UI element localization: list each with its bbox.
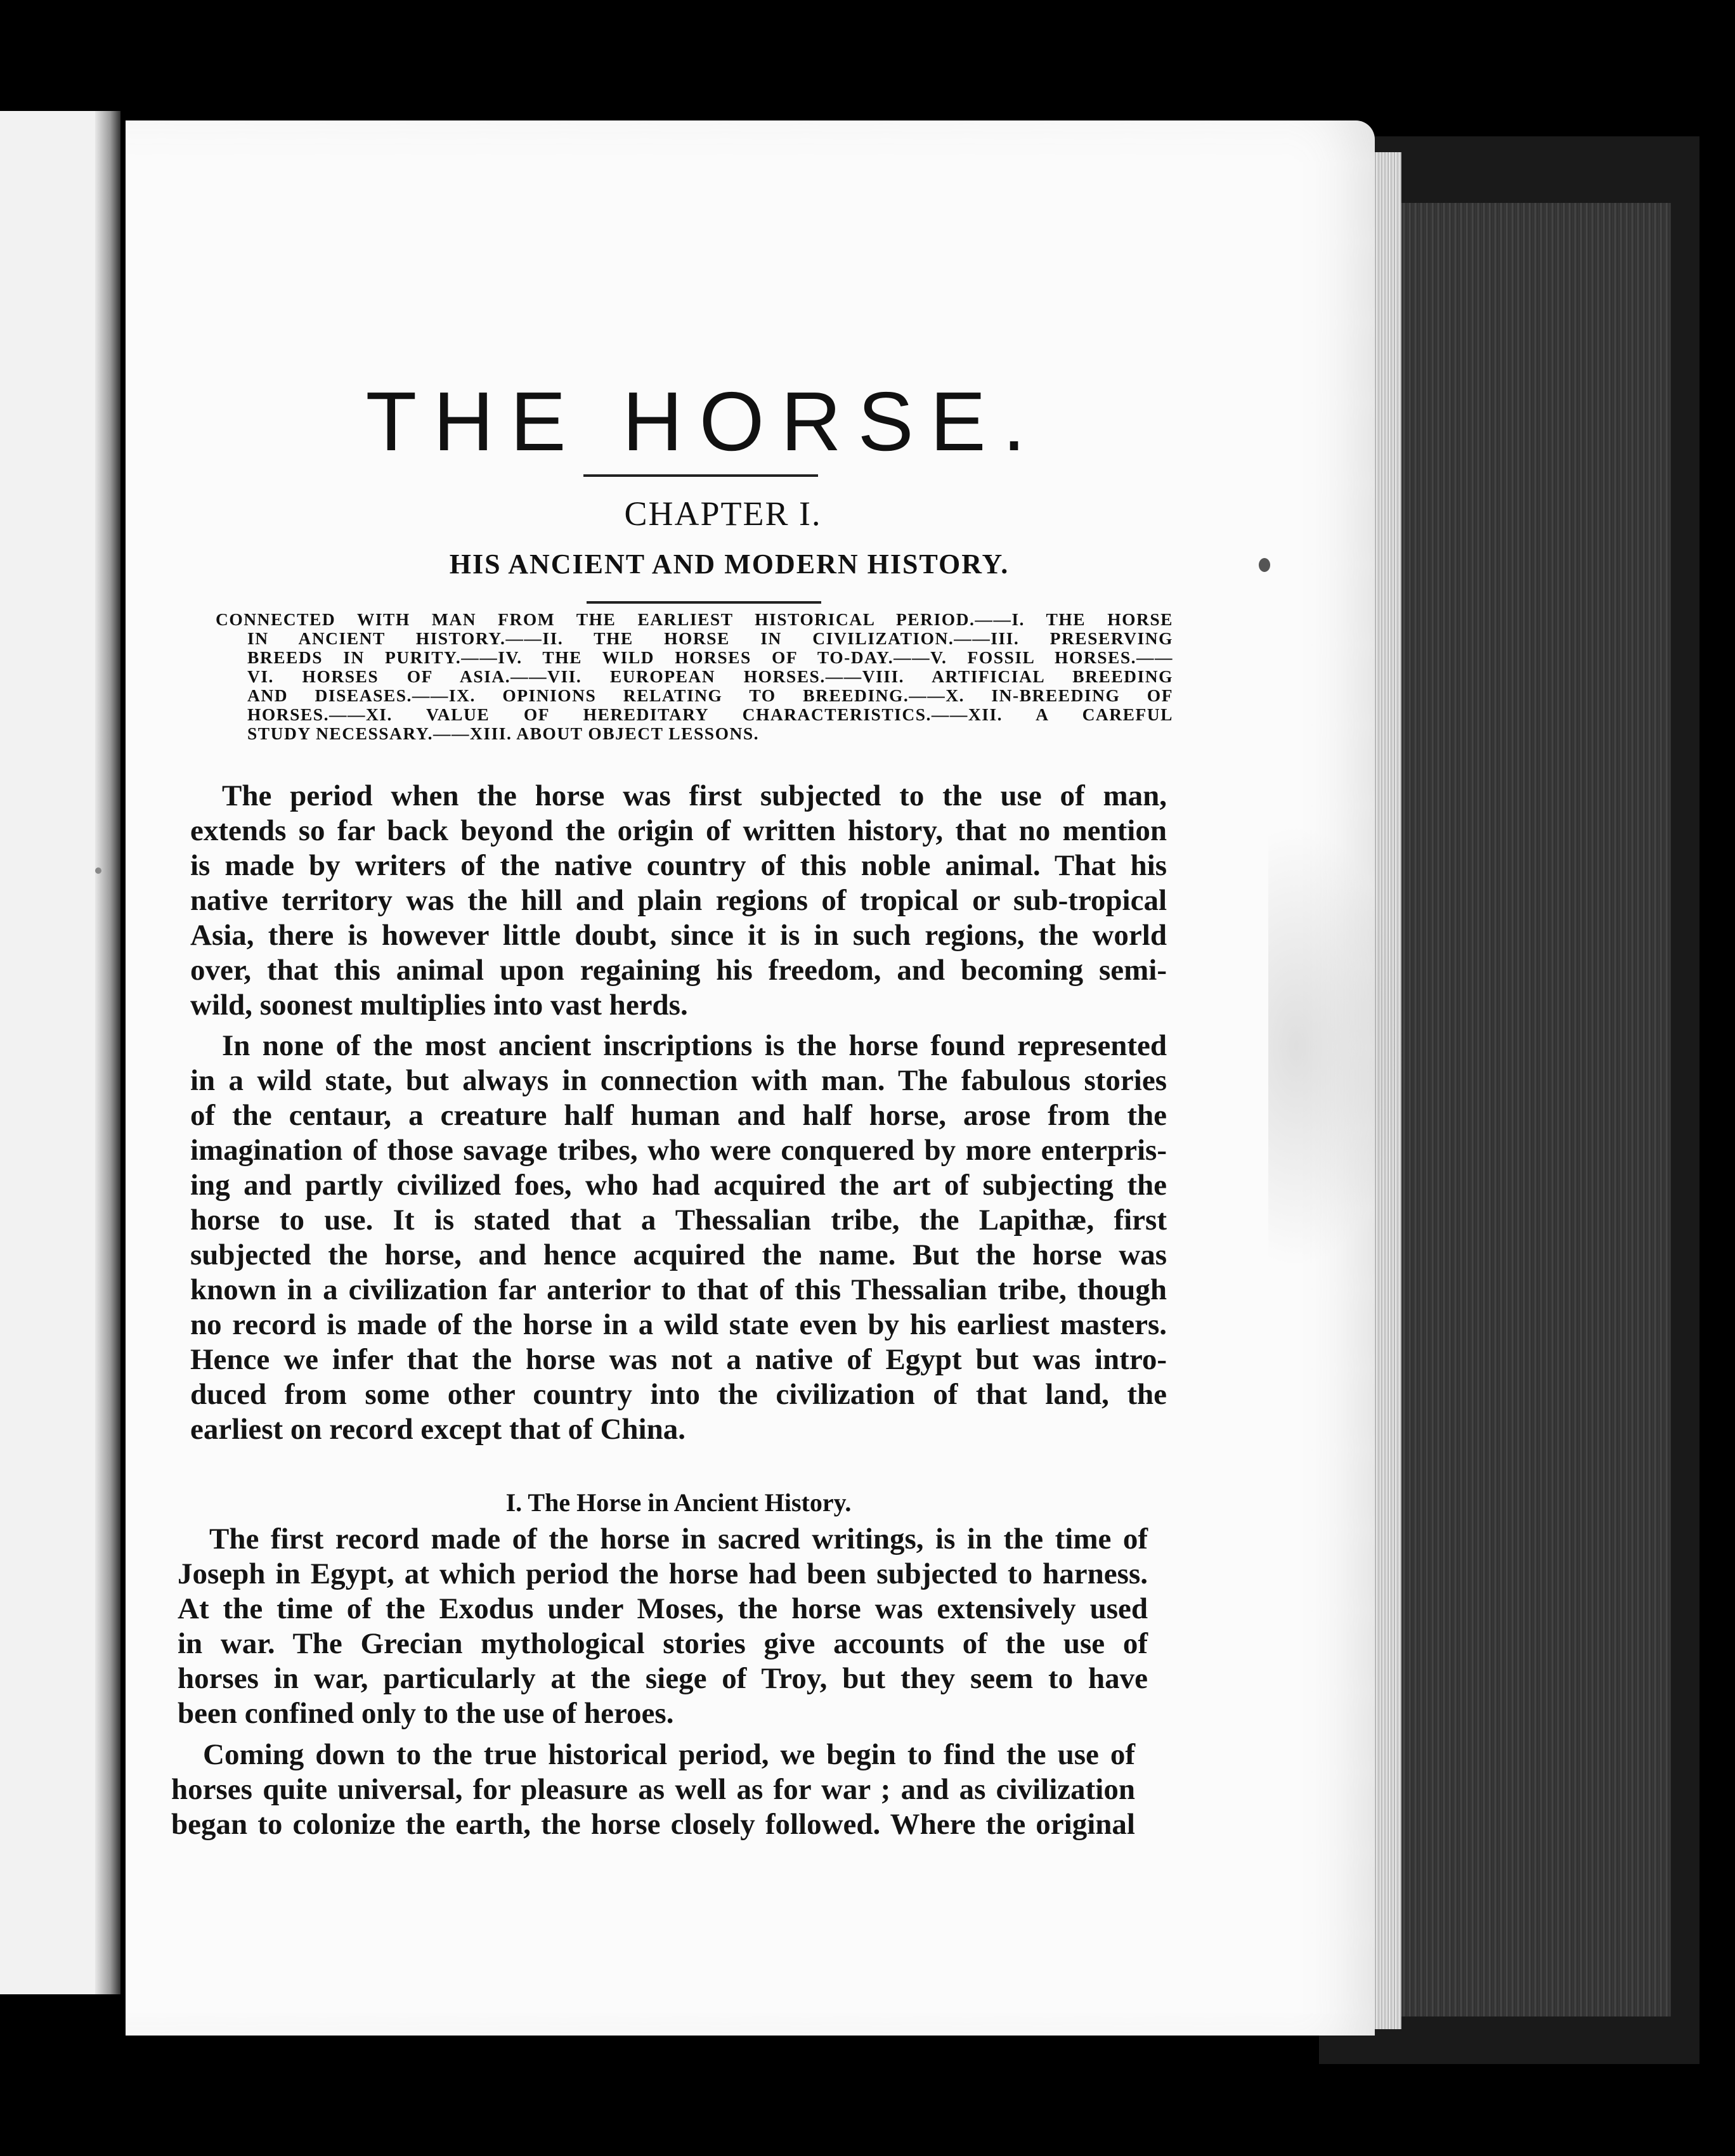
- text-line: wild, soonest multiplies into vast herds.: [190, 989, 688, 1022]
- text-line: Coming down to the true historical period, we begin to find the use of: [203, 1738, 1135, 1771]
- text-line: The first record made of the horse in sacred writings, is in the time of: [209, 1523, 1148, 1555]
- text-line: began to colonize the earth, the horse closely followed. Where the original: [171, 1808, 1135, 1841]
- text-line: been confined only to the use of heroes.: [178, 1697, 674, 1730]
- paragraph-4: [171, 1737, 1135, 1842]
- synopsis-line: STUDY NECESSARY.——XIII. ABOUT OBJECT LESSONS.: [247, 724, 759, 743]
- text-line: Hence we infer that the horse was not a native of Egypt but was intro-: [190, 1343, 1167, 1376]
- book-title: THE HORSE.: [365, 375, 1043, 468]
- text-line: of the centaur, a creature half human and half horse, arose from the: [190, 1099, 1167, 1132]
- text-line: imagination of those savage tribes, who were conquered by more enterpris-: [190, 1134, 1167, 1167]
- text-line: extends so far back beyond the origin of written history, that no mention: [190, 814, 1167, 847]
- text-line: At the time of the Exodus under Moses, the horse was extensively used: [178, 1592, 1148, 1625]
- text-line: ing and partly civilized foes, who had acquired the art of subjecting the: [190, 1169, 1167, 1202]
- page-speck: [95, 867, 101, 874]
- text-line: over, that this animal upon regaining his freedom, and becoming semi-: [190, 954, 1167, 987]
- synopsis-line: HORSES.——XI. VALUE OF HEREDITARY CHARACTERISTICS.——XII. A CAREFUL: [247, 705, 1173, 724]
- section-heading: I. The Horse in Ancient History.: [505, 1488, 852, 1517]
- synopsis-line: AND DISEASES.——IX. OPINIONS RELATING TO BREEDING.——X. IN-BREEDING OF: [247, 685, 1173, 705]
- text-line: horses quite universal, for pleasure as well as for war ; and as civilization: [171, 1773, 1135, 1806]
- text-line: horses in war, particularly at the siege of Troy, but they seem to have: [178, 1662, 1148, 1695]
- synopsis-line: BREEDS IN PURITY.——IV. THE WILD HORSES OF TO-DAY.——V. FOSSIL HORSES.——: [247, 647, 1173, 667]
- text-line: is made by writers of the native country of this noble animal. That his: [190, 849, 1167, 882]
- paragraph-1: [190, 779, 1167, 1023]
- text-line: subjected the horse, and hence acquired the name. But the horse was: [190, 1238, 1167, 1271]
- text-line: native territory was the hill and plain regions of tropical or sub-tropical: [190, 884, 1167, 917]
- paragraph-3: [178, 1522, 1148, 1731]
- title-rule: [583, 474, 818, 477]
- text-line: In none of the most ancient inscriptions is the horse found represented: [222, 1029, 1167, 1062]
- text-line: horse to use. It is stated that a Thessalian tribe, the Lapithæ, first: [190, 1204, 1167, 1237]
- synopsis-line: VI. HORSES OF ASIA.——VII. EUROPEAN HORSES.——VIII. ARTIFICIAL BREEDING: [247, 666, 1173, 686]
- synopsis-line: CONNECTED WITH MAN FROM THE EARLIEST HISTORICAL PERIOD.——I. THE HORSE: [216, 609, 1173, 629]
- text-line: Asia, there is however little doubt, since it is in such regions, the world: [190, 919, 1167, 952]
- text-line: in a wild state, but always in connection with man. The fabulous stories: [190, 1064, 1167, 1097]
- text-line: Joseph in Egypt, at which period the horse had been subjected to harness.: [178, 1557, 1148, 1590]
- chapter-subtitle: HIS ANCIENT AND MODERN HISTORY.: [449, 549, 1010, 580]
- text-line: in war. The Grecian mythological stories give accounts of the use of: [178, 1627, 1148, 1660]
- text-line: no record is made of the horse in a wild state even by his earliest masters.: [190, 1308, 1167, 1341]
- text-line: The period when the horse was first subjected to the use of man,: [222, 779, 1167, 812]
- text-line: known in a civilization far anterior to that of this Thessalian tribe, though: [190, 1273, 1167, 1306]
- synopsis-line: IN ANCIENT HISTORY.——II. THE HORSE IN CIVILIZATION.——III. PRESERVING: [247, 628, 1173, 648]
- subtitle-rule: [587, 601, 821, 604]
- text-line: earliest on record except that of China.: [190, 1413, 686, 1446]
- paragraph-2: [190, 1029, 1167, 1447]
- chapter-synopsis: [216, 610, 1173, 743]
- page-speck: [1259, 558, 1270, 572]
- chapter-heading: CHAPTER I.: [624, 495, 822, 533]
- text-line: duced from some other country into the civilization of that land, the: [190, 1378, 1167, 1411]
